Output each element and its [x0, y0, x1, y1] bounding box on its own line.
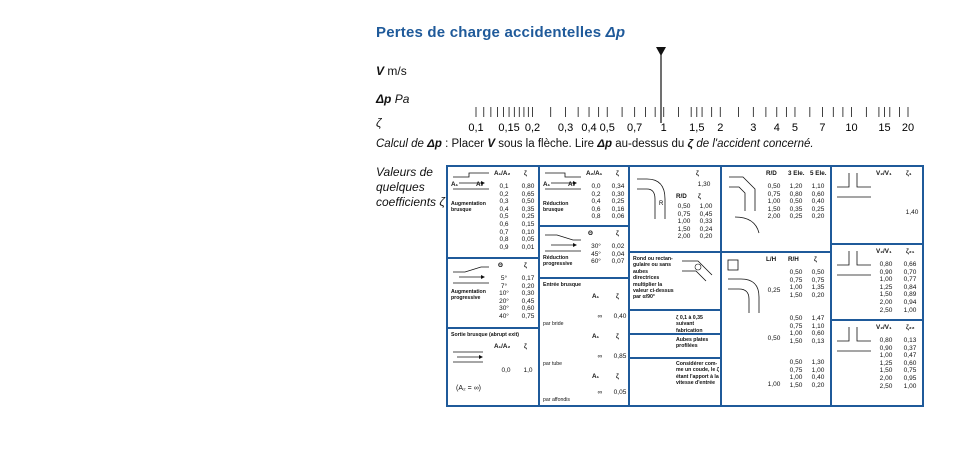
scale-tick-label: 4: [773, 122, 780, 134]
scale-tick-label: 0,15: [498, 122, 520, 134]
rect-bend-icon: [725, 257, 767, 317]
taper-expansion-icon: [451, 263, 491, 285]
tee-merge-icon: [835, 325, 873, 355]
title-symbol: Δp: [605, 24, 626, 41]
aug-brusque-name: Augmentation brusque: [451, 201, 486, 214]
tee-branch-icon: [835, 249, 873, 279]
page-title: [376, 24, 625, 41]
considerer-cell: Considérer com-me un coude, le ζ étant l'apport à la vitesse d'entrée: [629, 358, 721, 406]
scale-tick-label: 3: [750, 122, 757, 134]
scale-tick-label: 1: [660, 122, 667, 134]
zeta-label: ζ: [376, 116, 382, 130]
coefficients-table: [446, 165, 924, 407]
fabrication-cell: ζ 0,1 à 0,35 suivant fabrication: [629, 310, 721, 334]
coude-cell: R ζ 1,30 R/D ζ 0,50 0,75 1,00 1,50 2,00 1,00 0,45 0,33 0,24 0,20: [629, 166, 721, 252]
scale-tick-label: 0,1: [468, 122, 484, 134]
pipe-bend-icon: [633, 171, 673, 223]
aug-brusque-cell: A₁ A₂ Augmentation brusque A₁/A₂ ζ 0,1 0,2 0,3 0,4 0,5 0,6 0,7 0,8 0,9 0,80 0,65 0,50 0,35 0,25 0,15 0,10 0,05 0,01: [447, 166, 539, 258]
title-text: Pertes de charge accidentelles: [376, 24, 602, 41]
sortie-cell: Sortie brusque (abrupt exit) A₁/A₂ ζ 0,0 1,0 (A₂ = ∞): [447, 328, 539, 406]
scale-tick-label: 0,5: [599, 122, 615, 134]
te2-cell: V₂/V₁ ζ₂₁ 0,80 0,90 1,00 1,25 1,50 2,00 2,50 0,66 0,70 0,77 0,84 0,89 0,94 1,00: [831, 244, 923, 320]
exit-pipe-icon: [451, 349, 489, 365]
calc-note: Calcul de Δp : Placer V sous la flèche. Lire Δp au-dessus du ζ de l'accident concerné.: [376, 138, 814, 150]
scale-tick-label: 2: [717, 122, 724, 134]
scale-tick-label: 20: [901, 122, 915, 134]
red-prog-cell: Réduction progressive Θ ζ 30° 45° 60° 0,02 0,04 0,07: [539, 226, 629, 278]
scale-tick-label: 1,5: [689, 122, 705, 134]
red-brusque-cell: A₁ A₂ Réduction brusque A₂/A₁ ζ 0,0 0,2 0,4 0,6 0,8 0,34 0,30 0,25 0,16 0,06: [539, 166, 629, 226]
angle-bend-icon: [678, 257, 718, 285]
scale-tick-label: 5: [791, 122, 799, 134]
tee-icon: [835, 171, 873, 201]
scale-tick-label: 0,2: [524, 122, 541, 134]
scale-tick-label: 7: [819, 122, 826, 134]
te1-cell: V₂/V₁ ζ₁ 1,40: [831, 166, 923, 244]
aug-prog-cell: Augmentation progressive Θ ζ 5° 7° 10° 20° 30° 40° 0,17 0,20 0,30 0,45 0,60 0,75: [447, 258, 539, 328]
velocity-label: V m/s: [376, 64, 407, 78]
taper-reduction-icon: [543, 231, 583, 253]
scale-tick-label: 15: [878, 122, 891, 134]
pressure-label: Δp Pa: [376, 92, 410, 106]
svg-text:R: R: [659, 201, 664, 207]
scale-tick-label: 10: [845, 122, 858, 134]
scale-tick-label: 0,7: [627, 122, 643, 134]
coefficients-label: Valeurs de quelques coefficients ζ: [376, 165, 445, 209]
multi-coude-cell: R/D 3 Ele. 5 Ele. 0,50 0,75 1,00 1,50 2,00 1,20 0,80 0,50 0,35 0,25 1,10 0,60 0,40 0,25 0,20: [721, 166, 831, 252]
te3-cell: V₂/V₁ ζ₂₂ 0,80 0,90 1,00 1,25 1,50 2,00 2,50 0,13 0,37 0,47 0,60 0,75 0,95 1,00: [831, 320, 923, 406]
zeta-log-scale: [468, 103, 918, 143]
segmented-bend-icon: [725, 171, 767, 235]
aubes-cell: Aubes plates profilées: [629, 334, 721, 358]
scale-tick-label: 0,4: [581, 122, 597, 134]
entree-cell: Entrée brusque A₁ ζ par bride ∞ 0,40 A₁ ζ par tube ∞ 0,85 A₁ ζ par affondis ∞ 0,05: [539, 278, 629, 406]
rect-coude-cell: L/H R/H ζ 0,25 0,50 0,75 1,00 1,50 0,50 0,75 1,35 0,20 0,50 0,50 0,75 1,00 1,50 1,47 1,10 0,60 0,13 1,00 0,50 0,75 1,00 1,50 1,30 1,00 0,40 0,20: [721, 252, 831, 406]
scale-tick-label: 0,3: [557, 122, 574, 134]
rond-rect-cell: Rond ou rectan-gulaire ou sans aubes directrices multiplier la valeur ci-dessus par α/90°: [629, 252, 721, 310]
